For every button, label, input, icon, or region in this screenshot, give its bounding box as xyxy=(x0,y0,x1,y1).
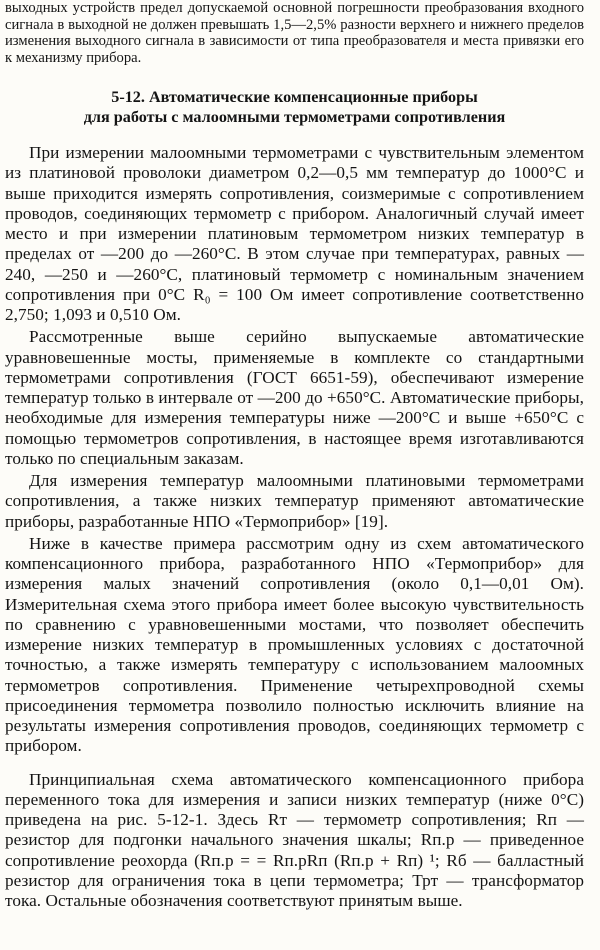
paragraph-1: При измерении малоомными термометрами с чувствительным элементом из платиновой проволоки диаметром 0,2—0,5 мм температур до 1000°С и выше приходится измерять сопротивления, соизмеримые с сопротивлением проводов, соединяющих термометр с прибором. Аналогичный случай имеет место и при измерении платиновым термометром низких температур в пределах от —200 до —260°С. В этом случае при температурах, равных —240, —250 и —260°С, платиновый термометр с номинальным значением сопротивления при 0°С R₀ = 100 Ом имеет сопротивление соответственно 2,750; 1,093 и 0,510 Ом. xyxy=(5,143,584,324)
paragraph-3: Для измерения температур малоомными платиновыми термометрами сопротивления, а также низких температур применяют автоматические приборы, разработанные НПО «Термоприбор» [19]. xyxy=(5,471,584,531)
section-heading xyxy=(5,88,584,127)
paragraph-spacer xyxy=(5,757,584,770)
paragraph-5: Принципиальная схема автоматического компенсационного прибора переменного тока для измерения и записи низких температур (ниже 0°С) приведена на рис. 5-12-1. Здесь Rт — термометр сопротивления; Rп — резистор для подгонки начального значения шкалы; Rп.р — приведенное сопротивление реохорда (Rп.р = = Rп.рRп (Rп.р + Rп) ¹; Rб — балластный резистор для ограничения тока в цепи термометра; Трт — трансформатор тока. Остальные обозначения соответствуют принятым выше. xyxy=(5,769,584,910)
section-title-line-2: для работы с малоомными термометрами сопротивления xyxy=(83,107,506,126)
paragraph-4: Ниже в качестве примера рассмотрим одну из схем автоматического компенсационного прибора, разработанного НПО «Термоприбор» для измерения малых значений сопротивления (около 0,1—0,01 Ом). Измерительная схема этого прибора имеет более высокую чувствительность по сравнению с уравновешенными мостами, что позволяет обеспечить измерение низких температур в промышленных условиях с достаточной точностью, а также измерять температуру с использованием малоомных термометров сопротивления. Применение четырехпроводной схемы присоединения термометра позволило полностью исключить влияние на результаты измерения сопротивления проводов, соединяющих термометр с прибором. xyxy=(5,533,584,756)
intro-paragraph: выходных устройств предел допускаемой основной погрешности преобразования входного сигнала в выходной не должен превышать 1,5—2,5% разности верхнего и нижнего пределов изменения выходного сигнала в зависимости от типа преобразователя и места привязки его к механизму прибора. xyxy=(5,0,584,66)
paragraph-2: Рассмотренные выше серийно выпускаемые автоматические уравновешенные мосты, применяемые в комплекте со стандартными термометрами сопротивления (ГОСТ 6651-59), обеспечивают измерение температур только в интервале от —200 до +650°С. Автоматические приборы, необходимые для измерения температуры ниже —200°С и выше +650°С с помощью термометров сопротивления, в настоящее время изготавливаются только по специальным заказам. xyxy=(5,327,584,468)
section-title-line-1: 5-12. Автоматические компенсационные приборы xyxy=(111,88,478,106)
